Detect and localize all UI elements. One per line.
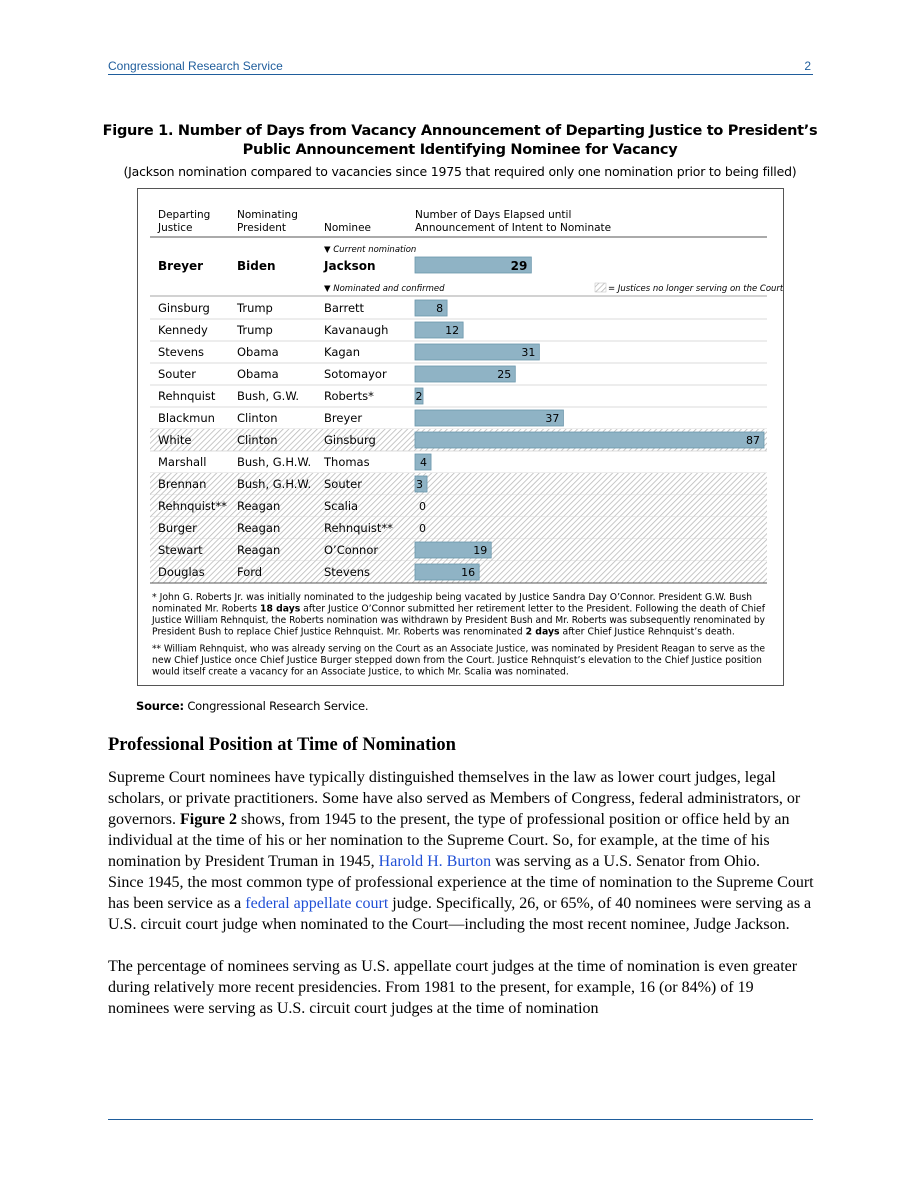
row-justice: Stevens [158,345,205,359]
figure-2-ref: Figure 2 [179,811,238,828]
col-header-justice-2: Justice [158,222,193,234]
legend-hatch-swatch [595,283,606,292]
row-nominee: Rehnquist** [324,521,393,535]
bar-label-barrett: 8 [436,302,444,315]
p1-text-b: shows, from 1945 to the present, the type of professional position or office held by an individual at the time of his or her nomination to the Supreme Court. So, for example, at the time of his nomination by President Truman in 1945, [108,811,790,870]
bar-label-oconnor: 19 [473,544,488,557]
bar-label-rehnquist: 0 [419,522,426,535]
row-justice: Burger [158,521,197,535]
footnote2-line3: would itself create a vacancy for an Associate Justice, to which Mr. Scalia was nominated. [152,666,569,678]
paragraph-3: The percentage of nominees serving as U.S. appellate court judges at the time of nomination is even greater during relatively more recent presidencies. From 1981 to the present, for example, 16 (or 84%) of 19 nominees were serving as U.S. circuit court judges at the time of nomination [108,958,798,1017]
row-nominee: Breyer [324,411,363,425]
bar-label-thomas: 4 [420,456,428,469]
paragraph-2 [108,872,818,935]
row-president: Obama [237,345,279,359]
p1-text-a: Supreme Court nominees have typically distinguished themselves in the law as lower court judges, legal scholars, or private practitioners. Some have also served as Members of Congress, federal administrators, or governors. [108,769,801,828]
bar-label-stevens: 16 [461,566,476,579]
page-number: 2 [804,59,811,73]
page-header [108,58,813,75]
row-president: Trump [237,301,273,315]
row-justice: Kennedy [158,323,208,337]
current-justice: Breyer [158,259,204,273]
row-nominee: Kavanaugh [324,323,389,337]
figure-title: Figure 1. Number of Days from Vacancy Announcement of Departing Justice to President’s Public Announcement Identifying Nominee for Vacancy [102,123,818,158]
row-president: Bush, G.W. [237,389,300,403]
col-header-justice-1: Departing [158,209,211,221]
footnote2-line1: ** William Rehnquist, who was already serving on the Court as an Associate Justice, was nominated by President Reagan to serve as the [152,643,766,655]
row-nominee: Sotomayor [324,367,387,381]
row-president: Reagan [237,499,281,513]
row-nominee: Souter [324,477,362,491]
row-justice: Souter [158,367,196,381]
row-nominee: Thomas [324,455,370,469]
source-label: Source: [136,699,184,713]
row-president: Ford [237,565,263,579]
row-nominee: O’Connor [324,543,379,557]
row-nominee: Roberts* [324,389,374,403]
row-president: Obama [237,367,279,381]
col-header-days-2: Announcement of Intent to Nominate [415,222,612,234]
footnote1-line1: * John G. Roberts Jr. was initially nominated to the judgeship being vacated by Justice Sandra Day O’Connor. President G.W. Bush [152,592,753,603]
bar-label-sotomayor: 25 [497,368,512,381]
bar-label-kavanaugh: 12 [445,324,460,337]
source-text: Congressional Research Service. [183,699,369,713]
row-president: Clinton [237,411,278,425]
bar-label-breyer: 37 [545,412,560,425]
bar-label-roberts: 2 [415,390,423,403]
bar-ginsburg [415,432,764,448]
footnote2-line2: new Chief Justice once Chief Justice Burger stepped down from the Court. Justice Rehnquist’s elevation to the Chief Justice position [152,655,762,666]
row-president: Bush, G.H.W. [237,455,312,469]
col-header-president-1: Nominating [237,209,298,221]
footnote1-line4: President Bush to replace Chief Justice Rehnquist. Mr. Roberts was renominated 2 days after Chief Justice Rehnquist’s death. [152,626,735,638]
section-heading: Professional Position at Time of Nomination [108,735,456,755]
row-justice: Brennan [158,477,207,491]
footer-rule [108,1119,813,1120]
federal-appellate-court-link[interactable]: federal appellate court [245,895,389,912]
col-header-nominee: Nominee [324,222,371,234]
row-justice: Rehnquist [158,389,216,403]
row-justice: Marshall [158,455,207,469]
figure-subtitle: (Jackson nomination compared to vacancies since 1975 that required only one nomination prior to being filled) [123,164,797,179]
bar-breyer [415,410,563,426]
row-justice: Blackmun [158,411,215,425]
harold-burton-link[interactable]: Harold H. Burton [378,853,492,870]
row-president: Reagan [237,543,281,557]
bar-label-kagan: 31 [521,346,536,359]
bar-chart [138,189,783,685]
row-president: Bush, G.H.W. [237,477,312,491]
figure-source [136,699,368,713]
row-nominee: Kagan [324,345,361,359]
nominated-confirmed-label: ▼ Nominated and confirmed [324,284,445,294]
footnote1-line2: nominated Mr. Roberts 18 days after Justice O’Connor submitted her retirement letter to the President. Following the death of Chief [152,603,768,615]
current-nomination-label: ▼ Current nomination [324,245,417,255]
current-nominee: Jackson [324,259,376,273]
bar-label-ginsburg: 87 [746,434,760,447]
row-nominee: Barrett [324,301,365,315]
p2-text-b: judge. Specifically, 26, or 65%, of 40 nominees were serving as a U.S. circuit court judge when nominated to the Court—including the most recent nominee, Judge Jackson. [108,895,812,933]
p1-text-c: was serving as a U.S. Senator from Ohio. [491,853,760,870]
row-nominee: Scalia [324,499,359,513]
paragraph-1 [108,767,818,872]
row-nominee: Ginsburg [324,433,376,447]
col-header-days-1: Number of Days Elapsed until [415,209,572,221]
row-justice: Douglas [158,565,205,579]
row-justice: White [158,433,192,447]
row-justice: Stewart [158,543,203,557]
chart-frame [137,188,784,686]
footnote1-line3: Justice William Rehnquist, the Roberts nomination was withdrawn by President Bush and Mr. Roberts was subsequently renominated by [151,615,766,626]
p2-text-a: Since 1945, the most common type of professional experience at the time of nomination to the Supreme Court has been service as a [108,874,814,912]
legend-text: = Justices no longer serving on the Court [608,284,783,294]
bar-label-souter: 3 [416,478,424,491]
row-president: Reagan [237,521,281,535]
current-president: Biden [237,259,276,273]
row-justice: Ginsburg [158,301,210,315]
col-header-president-2: President [237,222,286,234]
row-president: Trump [237,323,273,337]
bar-label-jackson: 29 [510,259,528,273]
row-nominee: Stevens [324,565,371,579]
row-president: Clinton [237,433,278,447]
bar-label-scalia: 0 [419,500,426,513]
row-justice: Rehnquist** [158,499,227,513]
header-org: Congressional Research Service [108,59,283,73]
